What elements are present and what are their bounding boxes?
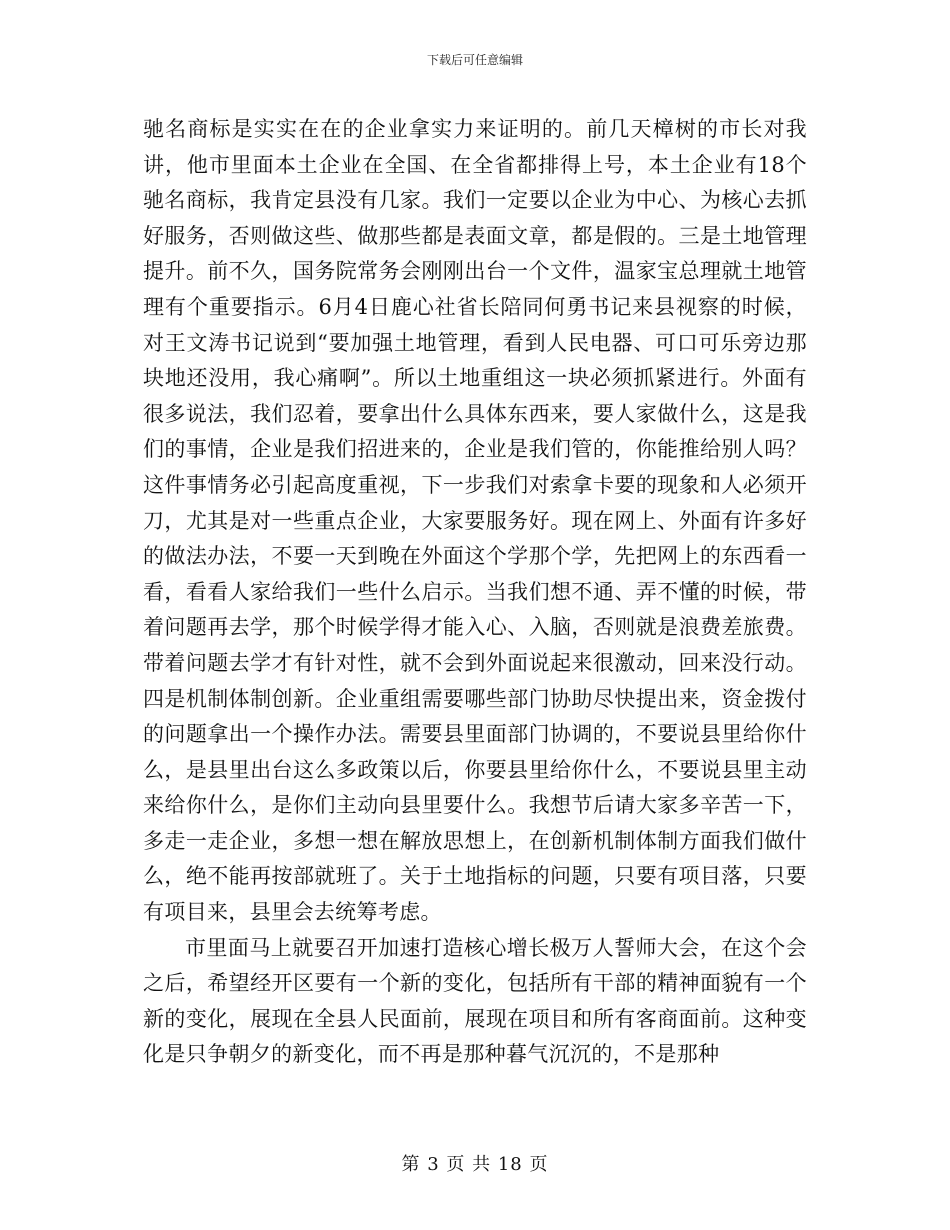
body-paragraph-1: 驰名商标是实实在在的企业拿实力来证明的。前几天樟树的市长对我讲，他市里面本土企业在全国、在全省都排得上号，本土企业有18个驰名商标，我肯定县没有几家。我们一定要以企业为中心、为核心去抓好服务，否则做这些、做那些都是表面文章，都是假的。三是土地管理提升。前不久，国务院常务会刚刚出台一个文件，温家宝总理就土地管理有个重要指示。6月4日鹿心社省长陪同何勇书记来县视察的时候，对王文涛书记说到“要加强土地管理，看到人民电器、可口可乐旁边那块地还没用，我心痛啊”。所以土地重组这一块必须抓紧进行。外面有很多说法，我们忍着，要拿出什么具体东西来，要人家做什么，这是我们的事情，企业是我们招进来的，企业是我们管的，你能推给别人吗？这件事情务必引起高度重视，下一步我们对索拿卡要的现象和人必须开刀，尤其是对一些重点企业，大家要服务好。现在网上、外面有许多好的做法办法，不要一天到晚在外面这个学那个学，先把网上的东西看一看，看看人家给我们一些什么启示。当我们想不通、弄不懂的时候，带着问题再去学，那个时候学得才能入心、入脑，否则就是浪费差旅费。带着问题去学才有针对性，就不会到外面说起来很激动，回来没行动。四是机制体制创新。企业重组需要哪些部门协助尽快提出来，资金拨付的问题拿出一个操作办法。需要县里面部门协调的，不要说县里给你什么，是县里出台这么多政策以后，你要县里给你什么，不要说县里主动来给你什么，是你们主动向县里要什么。我想节后请大家多辛苦一下，多走一走企业，多想一想在解放思想上，在创新机制体制方面我们做什么，绝不能再按部就班了。关于土地指标的问题，只要有项目落，只要有项目来，县里会去统筹考虑。	[143, 117, 807, 925]
body-paragraph-2: 市里面马上就要召开加速打造核心增长极万人誓师大会，在这个会之后，希望经开区要有一个新的变化，包括所有干部的精神面貌有一个新的变化，展现在全县人民面前，展现在项目和所有客商面前。这种变化是只争朝夕的新变化，而不再是那种暮气沉沉的，不是那种	[143, 935, 807, 1067]
page-number: 第 3 页 共 18 页	[401, 1154, 549, 1175]
header-note: 下载后可任意编辑	[426, 53, 523, 67]
document-body	[143, 112, 807, 1073]
